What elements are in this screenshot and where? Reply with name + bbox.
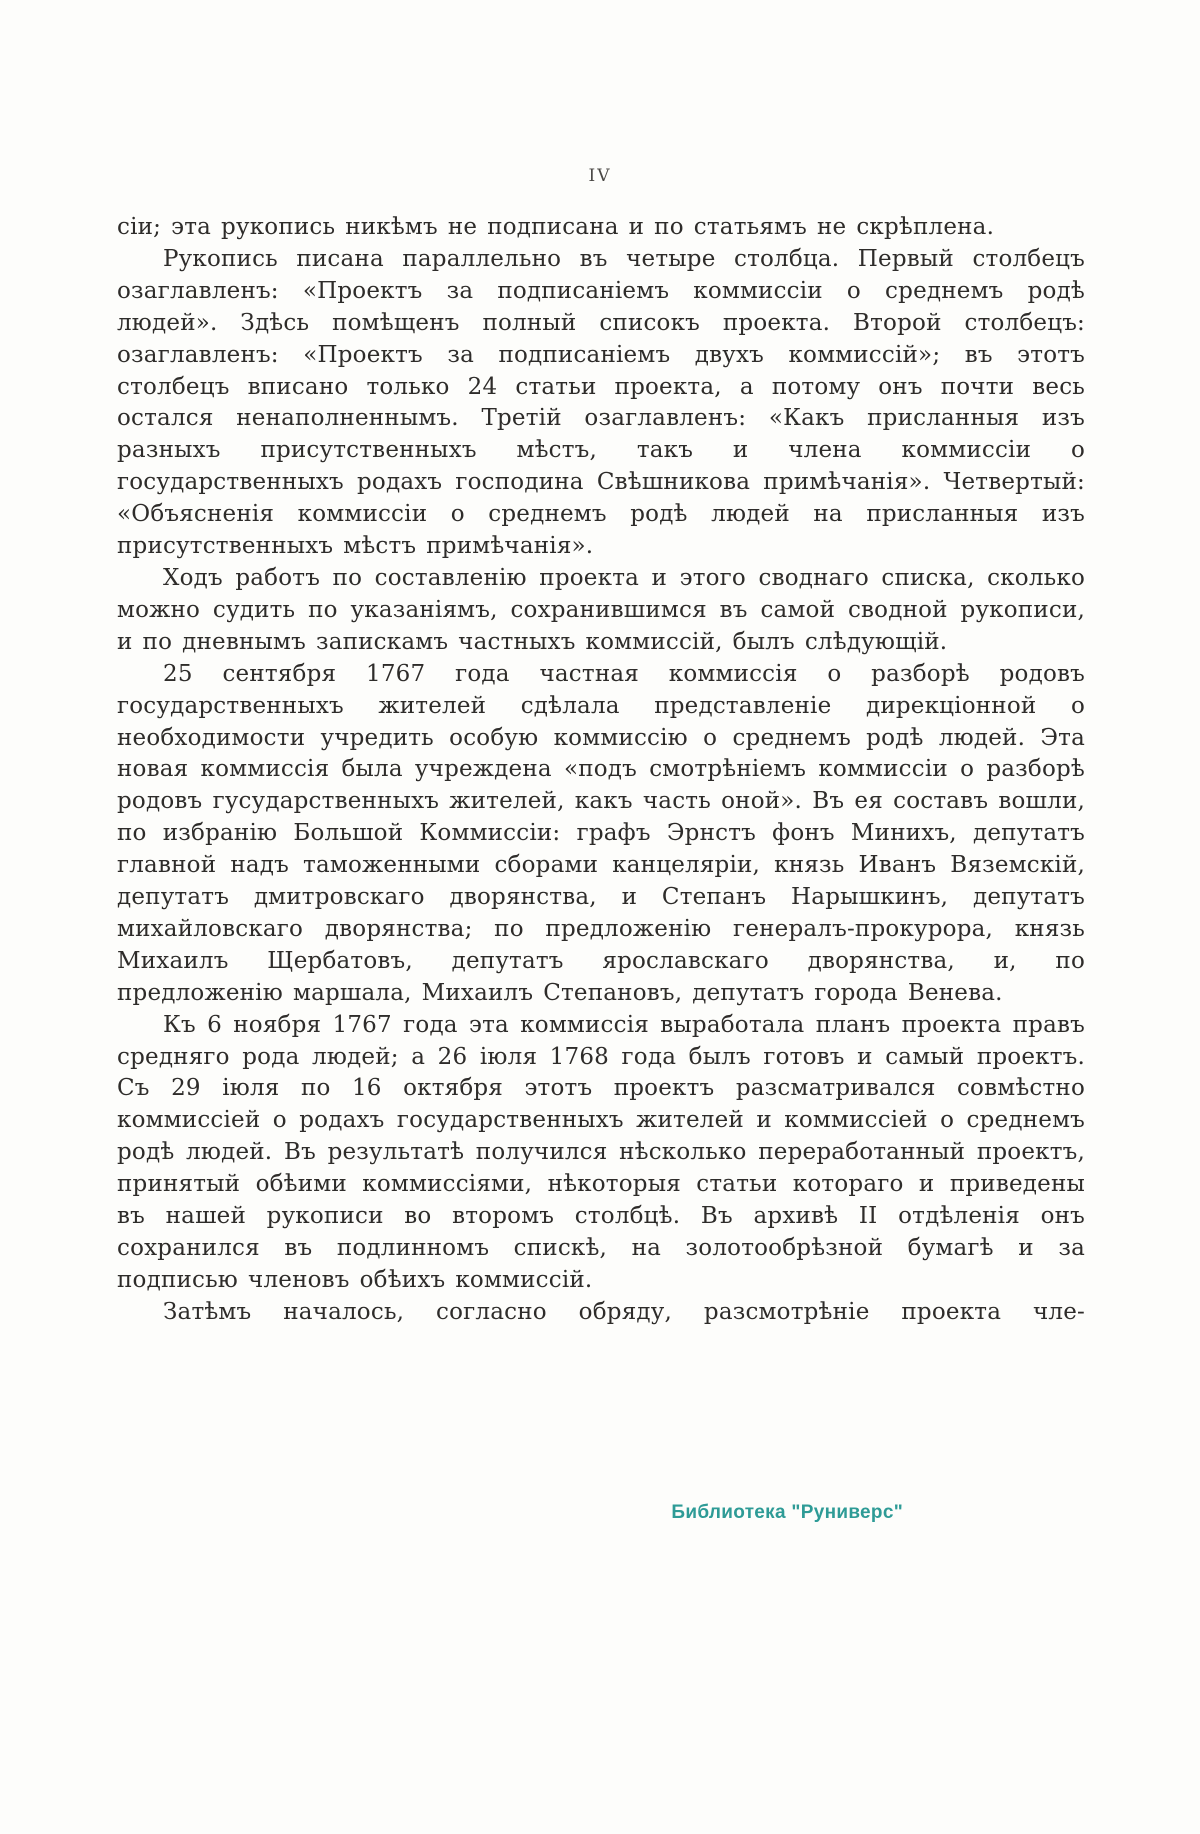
paragraph: сіи; эта рукопись никѣмъ не подписана и по статьямъ не скрѣплена. xyxy=(117,214,995,240)
paragraph: Ходъ работъ по составленію проекта и этого своднаго списка, сколько можно судить по указаніямъ, сохранившимся въ самой сводной рукописи, и по дневнымъ запискамъ частныхъ коммиссій, былъ слѣдующій. xyxy=(117,564,1085,655)
paragraph: 25 сентября 1767 года частная коммиссія о разборѣ родовъ государственныхъ жителей сдѣлала представленіе дирекціонной о необходимости учредить особую коммиссію о среднемъ родѣ людей. Эта новая коммиссія была учреждена «подъ смотрѣніемъ коммиссіи о разборѣ родовъ гусударственныхъ жителей, какъ часть оной». Въ ея составъ вошли, по избранію Большой Коммиссіи: графъ Эрнстъ фонъ Минихъ, депутатъ главной надъ таможенными сборами канцеляріи, князь Иванъ Вяземскій, депутатъ дмитровскаго дворянства, и Степанъ Нарышкинъ, депутатъ михайловскаго дворянства; по предложенію генералъ-прокурора, князь Михаилъ Щербатовъ, депутатъ ярославскаго дворянства, и, по предложенію маршала, Михаилъ Степановъ, депутатъ города Венева. xyxy=(117,660,1085,1006)
text-block xyxy=(117,212,1085,1329)
library-watermark: Библиотека "Руниверс" xyxy=(671,1502,903,1523)
paragraph: Къ 6 ноября 1767 года эта коммиссія выработала планъ проекта правъ средняго рода людей; а 26 іюля 1768 года былъ готовъ и самый проектъ. Съ 29 іюля по 16 октября этотъ проектъ разсматривался совмѣстно коммиссіей о родахъ государственныхъ жителей и коммиссіей о среднемъ родѣ людей. Въ результатѣ получился нѣсколько переработанный проектъ, принятый обѣими коммиссіями, нѣкоторыя статьи котораго и приведены въ нашей рукописи во второмъ столбцѣ. Въ архивѣ II отдѣленія онъ сохранился въ подлинномъ спискѣ, на золотообрѣзной бумагѣ и за подписью членовъ обѣихъ коммиссій. xyxy=(117,1011,1085,1293)
page-number: IV xyxy=(588,166,612,186)
paragraph: Рукопись писана параллельно въ четыре столбца. Первый столбецъ озаглавленъ: «Проектъ за подписаніемъ коммиссіи о среднемъ родѣ людей». Здѣсь помѣщенъ полный списокъ проекта. Второй столбецъ: озаглавленъ: «Проектъ за подписаніемъ двухъ коммиссій»; въ этотъ столбецъ вписано только 24 статьи проекта, а потому онъ почти весь остался ненаполненнымъ. Третій озаглавленъ: «Какъ присланныя изъ разныхъ присутственныхъ мѣстъ, такъ и члена коммиссіи о государственныхъ родахъ господина Свѣшникова примѣчанія». Четвертый: «Объясненія коммиссіи о среднемъ родѣ людей на присланныя изъ присутственныхъ мѣстъ примѣчанія». xyxy=(117,245,1085,560)
paragraph: Затѣмъ началось, согласно обряду, разсмотрѣніе проекта чле- xyxy=(163,1298,1085,1325)
